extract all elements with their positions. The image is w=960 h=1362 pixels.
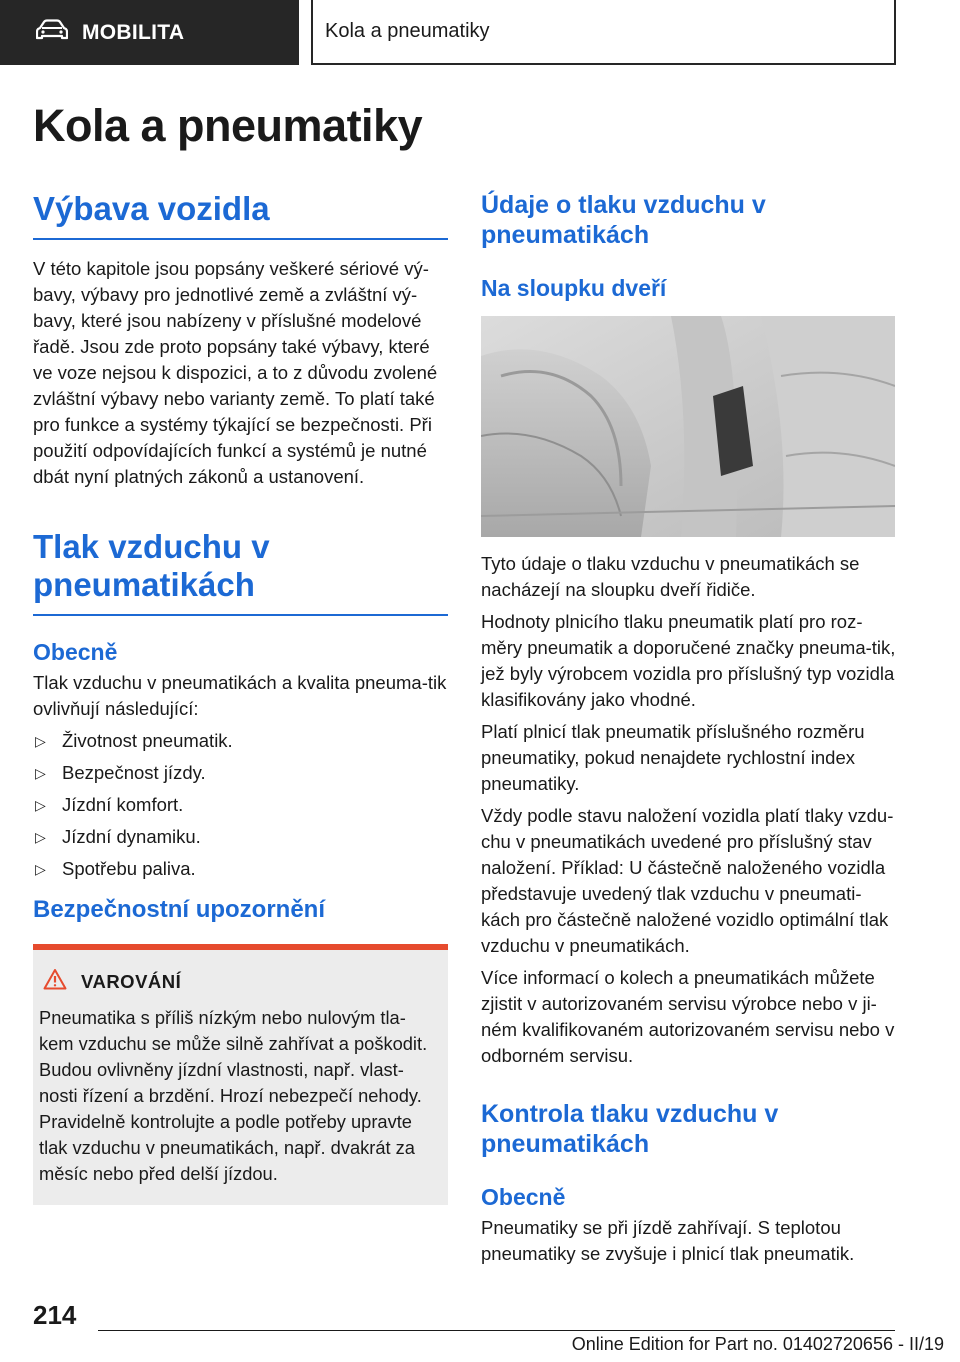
door-pillar-photo xyxy=(481,316,895,537)
paragraph-3: Platí plnicí tlak pneumatik příslušného rozměru pneumatiky, pokud nenajdete rychlostní index pneumatiky. xyxy=(481,721,865,794)
page-title: Kola a pneumatiky xyxy=(33,100,423,151)
list-item: ▷ Jízdní dynamiku. xyxy=(33,824,448,850)
heading-obecne: Obecně xyxy=(33,639,118,665)
chapter-label: Kola a pneumatiky xyxy=(325,20,490,42)
list-item: ▷ Životnost pneumatik. xyxy=(33,728,448,754)
list-item: ▷ Jízdní komfort. xyxy=(33,792,448,818)
paragraph-5: Více informací o kolech a pneumatikách můžete zjistit v autorizovaném servisu výrobce nebo v ji‐ném kvalifikovaném autorizovaném servisu nebo v odborném servisu. xyxy=(481,967,895,1066)
heading-kontrola-tlaku: Kontrola tlaku vzduchu v pneumatikách xyxy=(481,1100,779,1158)
car-icon xyxy=(36,19,68,46)
paragraph-2: Hodnoty plnicího tlaku pneumatik platí pro roz‐měry pneumatik a doporučené značky pneuma‐tik, jež byly výrobcem vozidla pro příslušný typ vozidla klasifikovány jako vhodné. xyxy=(481,611,896,710)
page-number: 214 xyxy=(33,1300,77,1330)
paragraph-vybava: V této kapitole jsou popsány veškeré sériové vý‐bavy, výbavy pro jednotlivé země a zvláštní vý‐bavy, které jsou nabízeny v příslušné modelové řadě. Jsou zde proto popsány také výbavy, které ve voze nejsou k dispozici, a to z důvodu zvolené zvláštní výbavy nebo varianty země. To platí také pro funkce a systémy týkající se bezpečnosti. Při použití odpovídajících funkcí a systémů je nutné dbát nyní platných zákonů a ustanovení. xyxy=(33,258,438,487)
warning-box xyxy=(33,944,448,1205)
header-section xyxy=(0,0,299,65)
triangle-bullet-icon: ▷ xyxy=(35,733,46,749)
heading-bezpecnostni-upozorneni: Bezpečnostní upozornění xyxy=(33,896,326,923)
paragraph-1: Tyto údaje o tlaku vzduchu v pneumatikách se nacházejí na sloupku dveří řidiče. xyxy=(481,553,860,600)
paragraph-4: Vždy podle stavu naložení vozidla platí tlaky vzdu‐chu v pneumatikách uvedené pro příslušný stav naložení. Příklad: U částečně naloženého vozidla představuje uvedený tlak vzduchu v pneumati‐kách pro částečně naložené vozidlo optimální tlak vzduchu v pneumatikách. xyxy=(481,805,894,956)
warning-triangle-icon xyxy=(43,968,67,995)
triangle-bullet-icon: ▷ xyxy=(35,829,46,845)
heading-na-sloupku-dveri: Na sloupku dveří xyxy=(481,275,667,301)
footer-edition xyxy=(572,1334,944,1355)
heading-vybava-vozidla: Výbava vozidla xyxy=(33,190,448,240)
right-column xyxy=(481,190,896,1273)
warning-title: VAROVÁNÍ xyxy=(81,970,182,992)
warning-text: Pneumatika s příliš nízkým nebo nulovým tla‐kem vzduchu se může silně zahřívat a poškodit. Budou ovlivněny jízdní vlastnosti, např. vlast‐nosti řízení a brzdění. Hrozí nebezpečí nehody. Pravidelně kontrolujte a podle potřeby upravte tlak vzduchu v pneumatikách, např. dvakrát za měsíc nebo před delší jízdou. xyxy=(39,1007,428,1184)
heading-obecne-2: Obecně xyxy=(481,1184,566,1210)
triangle-bullet-icon: ▷ xyxy=(35,765,46,781)
edition-text: Online Edition for Part no. 01402720656 - II/19 xyxy=(571,1334,944,1354)
heading-udaje-o-tlaku: Údaje o tlaku vzduchu v pneumatikách xyxy=(481,191,766,249)
paragraph-obecne: Tlak vzduchu v pneumatikách a kvalita pneuma‐tik ovlivňují následující: xyxy=(33,672,447,719)
chapter-tab xyxy=(311,0,896,65)
footer-divider xyxy=(98,1330,895,1331)
section-label: MOBILITA xyxy=(82,20,185,44)
triangle-bullet-icon: ▷ xyxy=(35,797,46,813)
left-column xyxy=(33,190,448,1205)
list-item: ▷ Bezpečnost jízdy. xyxy=(33,760,448,786)
list-item: ▷ Spotřebu paliva. xyxy=(33,856,448,882)
influence-list xyxy=(33,728,448,882)
triangle-bullet-icon: ▷ xyxy=(35,861,46,877)
heading-tlak-vzduchu: Tlak vzduchu v pneumatikách xyxy=(33,528,448,616)
paragraph-6: Pneumatiky se při jízdě zahřívají. S teplotou pneumatiky se zvyšuje i plnicí tlak pneumatik. xyxy=(481,1217,855,1264)
